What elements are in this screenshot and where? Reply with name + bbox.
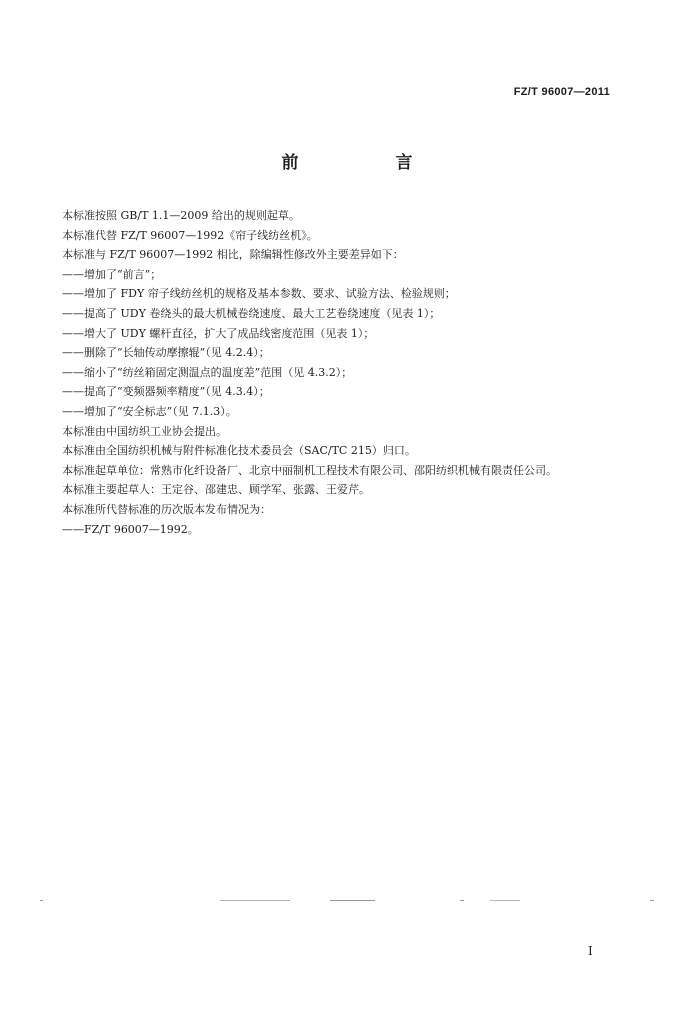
paragraph-differences-intro: 本标准与 FZ/T 96007—1992 相比，除编辑性修改外主要差异如下： (62, 248, 404, 262)
difference-item: ——增加了“前言”； (62, 267, 162, 281)
paragraph-drafters: 本标准主要起草人：王定谷、邵建忠、顾学军、张露、王爱芹。 (62, 483, 370, 497)
paragraph-replaces: 本标准代替 FZ/T 96007—1992《帘子线纺丝机》。 (62, 228, 318, 242)
paragraph-committee: 本标准由全国纺织机械与附件标准化技术委员会（SAC/TC 215）归口。 (62, 444, 416, 458)
difference-item: ——缩小了“纺丝箱固定测温点的温度差”范围（见 4.3.2）； (62, 365, 353, 379)
page-title: 前 言 (281, 153, 453, 173)
paragraph-history-intro: 本标准所代替标准的历次版本发布情况为： (62, 502, 271, 516)
difference-item: ——提高了“变频器频率精度”（见 4.3.4）； (62, 385, 270, 399)
difference-item: ——增加了“安全标志”（见 7.1.3）。 (62, 404, 237, 418)
standard-code: FZ/T 96007—2011 (513, 86, 610, 98)
scan-noise (40, 898, 660, 904)
paragraph-drafting-units: 本标准起草单位：常熟市化纤设备厂、北京中丽制机工程技术有限公司、邵阳纺织机械有限责任公司。 (62, 463, 557, 477)
difference-item: ——增加了 FDY 帘子线纺丝机的规格及基本参数、要求、试验方法、检验规则； (62, 287, 456, 301)
difference-item: ——增大了 UDY 螺杆直径，扩大了成品线密度范围（见表 1）； (62, 326, 375, 340)
paragraph-drafting-rules: 本标准按照 GB/T 1.1—2009 给出的规则起草。 (62, 209, 300, 222)
document-body (40, 206, 630, 539)
page-number: I (588, 944, 593, 958)
difference-item: ——提高了 UDY 卷绕头的最大机械卷绕速度、最大工艺卷绕速度（见表 1）； (62, 306, 441, 320)
history-item: ——FZ/T 96007—1992。 (62, 522, 199, 536)
paragraph-proposer: 本标准由中国纺织工业协会提出。 (62, 424, 227, 438)
difference-item: ——删除了“长轴传动摩擦辊”（见 4.2.4）； (62, 346, 270, 360)
